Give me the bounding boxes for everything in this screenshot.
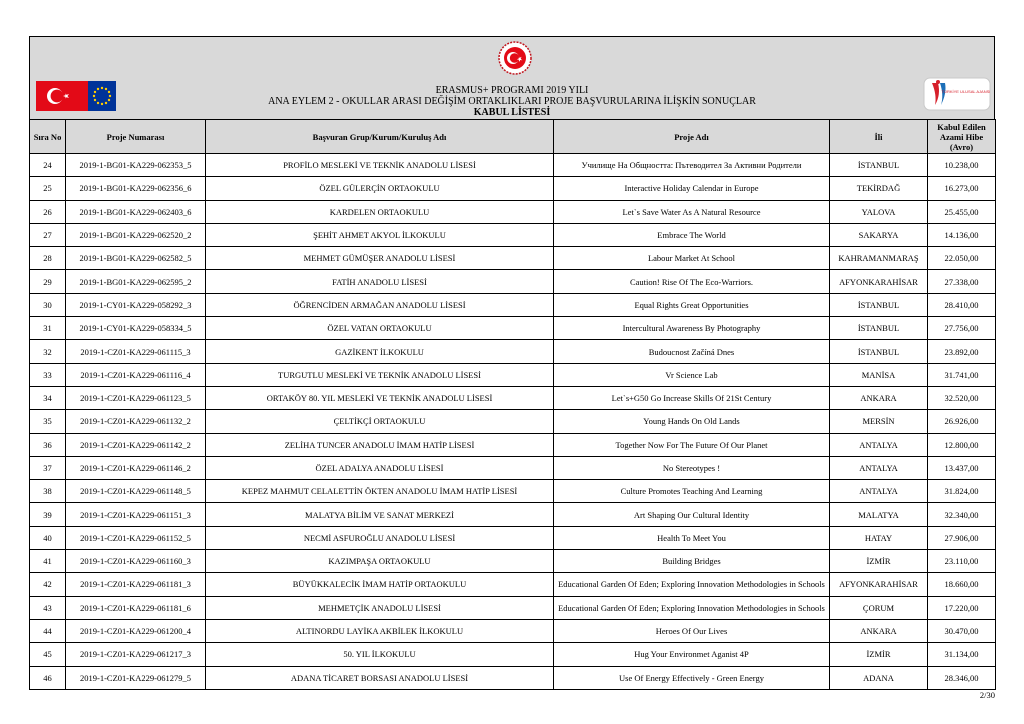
cell-province: AFYONKARAHİSAR (830, 270, 928, 293)
cell-project-number: 2019-1-CZ01-KA229-061181_3 (66, 573, 206, 596)
cell-project-name: Училище На Общността: Пътеводител За Активни Родители (554, 154, 830, 177)
cell-project-name: Vr Science Lab (554, 363, 830, 386)
header-subtitle: ANA EYLEM 2 - OKULLAR ARASI DEĞİŞİM ORTAKLIKLARI PROJE BAŞVURULARINA İLİŞKİN SONUÇLAR (268, 96, 756, 107)
table-row (30, 223, 996, 246)
cell-province: SAKARYA (830, 223, 928, 246)
col-header-grant (928, 120, 996, 154)
cell-applicant: TURGUTLU MESLEKİ VE TEKNİK ANADOLU LİSESİ (206, 363, 554, 386)
cell-no: 27 (30, 223, 66, 246)
cell-grant: 32.340,00 (928, 503, 996, 526)
cell-grant: 27.906,00 (928, 526, 996, 549)
cell-project-number: 2019-1-CZ01-KA229-061160_3 (66, 550, 206, 573)
table-row (30, 596, 996, 619)
cell-project-name: Young Hands On Old Lands (554, 410, 830, 433)
table-row (30, 666, 996, 689)
cell-project-name: Together Now For The Future Of Our Planet (554, 433, 830, 456)
agency-logo-text: TÜRKİYE ULUSAL AJANSI (941, 89, 991, 94)
cell-project-name: Interactive Holiday Calendar in Europe (554, 177, 830, 200)
cell-project-number: 2019-1-CZ01-KA229-061116_4 (66, 363, 206, 386)
cell-grant: 30.470,00 (928, 619, 996, 642)
table-row (30, 573, 996, 596)
cell-project-name: Heroes Of Our Lives (554, 619, 830, 642)
cell-grant: 32.520,00 (928, 386, 996, 409)
cell-province: İZMİR (830, 643, 928, 666)
cell-province: ANKARA (830, 619, 928, 642)
cell-applicant: ADANA TİCARET BORSASI ANADOLU LİSESİ (206, 666, 554, 689)
table-row (30, 480, 996, 503)
cell-no: 33 (30, 363, 66, 386)
cell-applicant: ŞEHİT AHMET AKYOL İLKOKULU (206, 223, 554, 246)
cell-project-name: Building Bridges (554, 550, 830, 573)
cell-province: YALOVA (830, 200, 928, 223)
cell-province: İSTANBUL (830, 317, 928, 340)
col-header-province: İli (830, 120, 928, 154)
table-row (30, 643, 996, 666)
col-header-applicant: Başvuran Grup/Kurum/Kuruluş Adı (206, 120, 554, 154)
table-row (30, 550, 996, 573)
cell-project-name: Art Shaping Our Cultural Identity (554, 503, 830, 526)
cell-no: 46 (30, 666, 66, 689)
cell-project-number: 2019-1-CZ01-KA229-061132_2 (66, 410, 206, 433)
cell-grant: 22.050,00 (928, 247, 996, 270)
table-row (30, 456, 996, 479)
cell-province: MANİSA (830, 363, 928, 386)
cell-no: 32 (30, 340, 66, 363)
cell-no: 30 (30, 293, 66, 316)
cell-project-name: Intercultural Awareness By Photography (554, 317, 830, 340)
cell-applicant: ÖZEL ADALYA ANADOLU LİSESİ (206, 456, 554, 479)
cell-grant: 16.273,00 (928, 177, 996, 200)
cell-no: 29 (30, 270, 66, 293)
cell-no: 34 (30, 386, 66, 409)
cell-applicant: ÇELTİKÇİ ORTAOKULU (206, 410, 554, 433)
table-row (30, 154, 996, 177)
table-row (30, 317, 996, 340)
cell-province: ANKARA (830, 386, 928, 409)
cell-applicant: GAZİKENT İLKOKULU (206, 340, 554, 363)
table-row (30, 386, 996, 409)
cell-province: ANTALYA (830, 433, 928, 456)
cell-project-name: Let`s+G50 Go Increase Skills Of 21St Century (554, 386, 830, 409)
cell-project-number: 2019-1-CZ01-KA229-061200_4 (66, 619, 206, 642)
cell-applicant: NECMİ ASFUROĞLU ANADOLU LİSESİ (206, 526, 554, 549)
cell-project-number: 2019-1-CZ01-KA229-061181_6 (66, 596, 206, 619)
cell-project-name: Caution! Rise Of The Eco-Warriors. (554, 270, 830, 293)
cell-project-number: 2019-1-CZ01-KA229-061115_3 (66, 340, 206, 363)
cell-grant: 25.455,00 (928, 200, 996, 223)
ministry-emblem-icon (498, 41, 532, 75)
cell-project-name: Educational Garden Of Eden; Exploring Innovation Methodologies in Schools (554, 573, 830, 596)
cell-project-number: 2019-1-CZ01-KA229-061217_3 (66, 643, 206, 666)
cell-project-number: 2019-1-CZ01-KA229-061151_3 (66, 503, 206, 526)
table-body (30, 154, 996, 690)
table-row (30, 410, 996, 433)
cell-project-number: 2019-1-CZ01-KA229-061148_5 (66, 480, 206, 503)
cell-grant: 31.741,00 (928, 363, 996, 386)
col-header-grant-l3: (Avro) (949, 141, 974, 152)
cell-province: TEKİRDAĞ (830, 177, 928, 200)
cell-no: 44 (30, 619, 66, 642)
header-list-title: KABUL LİSTESİ (473, 107, 551, 118)
cell-applicant: MEHMET GÜMÜŞER ANADOLU LİSESİ (206, 247, 554, 270)
cell-project-name: Health To Meet You (554, 526, 830, 549)
cell-province: İSTANBUL (830, 340, 928, 363)
cell-applicant: BÜYÜKKALECİK İMAM HATİP ORTAOKULU (206, 573, 554, 596)
cell-province: İSTANBUL (830, 293, 928, 316)
cell-applicant: ALTINORDU LAYİKA AKBİLEK İLKOKULU (206, 619, 554, 642)
cell-applicant: MEHMETÇİK ANADOLU LİSESİ (206, 596, 554, 619)
document-header (29, 36, 995, 119)
cell-applicant: KAZIMPAŞA ORTAOKULU (206, 550, 554, 573)
cell-province: MALATYA (830, 503, 928, 526)
document-page (29, 36, 995, 690)
cell-grant: 23.110,00 (928, 550, 996, 573)
table-row (30, 270, 996, 293)
cell-project-name: Hug Your Environmet Aganist 4P (554, 643, 830, 666)
table-row (30, 619, 996, 642)
cell-province: MERSİN (830, 410, 928, 433)
cell-applicant: MALATYA BİLİM VE SANAT MERKEZİ (206, 503, 554, 526)
cell-grant: 12.800,00 (928, 433, 996, 456)
table-row (30, 503, 996, 526)
cell-project-name: No Stereotypes ! (554, 456, 830, 479)
cell-no: 42 (30, 573, 66, 596)
cell-project-number: 2019-1-BG01-KA229-062356_6 (66, 177, 206, 200)
cell-project-number: 2019-1-BG01-KA229-062582_5 (66, 247, 206, 270)
cell-project-number: 2019-1-CY01-KA229-058334_5 (66, 317, 206, 340)
cell-applicant: ORTAKÖY 80. YIL MESLEKİ VE TEKNİK ANADOLU LİSESİ (206, 386, 554, 409)
cell-applicant: KEPEZ MAHMUT CELALETTİN ÖKTEN ANADOLU İMAM HATİP LİSESİ (206, 480, 554, 503)
cell-province: İSTANBUL (830, 154, 928, 177)
cell-project-number: 2019-1-CZ01-KA229-061142_2 (66, 433, 206, 456)
cell-no: 35 (30, 410, 66, 433)
cell-applicant: KARDELEN ORTAOKULU (206, 200, 554, 223)
cell-project-number: 2019-1-CY01-KA229-058292_3 (66, 293, 206, 316)
col-header-no: Sıra No (30, 120, 66, 154)
col-header-project-name: Proje Adı (554, 120, 830, 154)
table-row (30, 247, 996, 270)
results-table (29, 119, 996, 690)
cell-no: 38 (30, 480, 66, 503)
cell-applicant: ÖZEL VATAN ORTAOKULU (206, 317, 554, 340)
cell-project-number: 2019-1-BG01-KA229-062403_6 (66, 200, 206, 223)
cell-no: 43 (30, 596, 66, 619)
cell-grant: 14.136,00 (928, 223, 996, 246)
cell-applicant: 50. YIL İLKOKULU (206, 643, 554, 666)
cell-project-name: Educational Garden Of Eden; Exploring Innovation Methodologies in Schools (554, 596, 830, 619)
cell-grant: 10.238,00 (928, 154, 996, 177)
cell-project-number: 2019-1-CZ01-KA229-061279_5 (66, 666, 206, 689)
cell-project-name: Budoucnost Začíná Dnes (554, 340, 830, 363)
cell-grant: 28.410,00 (928, 293, 996, 316)
cell-project-name: Use Of Energy Effectively - Green Energy (554, 666, 830, 689)
cell-grant: 26.926,00 (928, 410, 996, 433)
cell-no: 37 (30, 456, 66, 479)
cell-province: ADANA (830, 666, 928, 689)
cell-grant: 17.220,00 (928, 596, 996, 619)
cell-applicant: FATİH ANADOLU LİSESİ (206, 270, 554, 293)
cell-province: İZMİR (830, 550, 928, 573)
cell-no: 39 (30, 503, 66, 526)
cell-grant: 27.338,00 (928, 270, 996, 293)
table-header-row (30, 120, 996, 154)
cell-project-name: Equal Rights Great Opportunities (554, 293, 830, 316)
cell-project-name: Culture Promotes Teaching And Learning (554, 480, 830, 503)
cell-grant: 18.660,00 (928, 573, 996, 596)
cell-province: ÇORUM (830, 596, 928, 619)
cell-province: ANTALYA (830, 456, 928, 479)
cell-applicant: PROFİLO MESLEKİ VE TEKNİK ANADOLU LİSESİ (206, 154, 554, 177)
cell-province: AFYONKARAHİSAR (830, 573, 928, 596)
cell-grant: 31.824,00 (928, 480, 996, 503)
cell-project-number: 2019-1-CZ01-KA229-061123_5 (66, 386, 206, 409)
cell-province: KAHRAMANMARAŞ (830, 247, 928, 270)
cell-no: 24 (30, 154, 66, 177)
cell-project-number: 2019-1-CZ01-KA229-061146_2 (66, 456, 206, 479)
cell-project-name: Labour Market At School (554, 247, 830, 270)
cell-province: HATAY (830, 526, 928, 549)
cell-grant: 28.346,00 (928, 666, 996, 689)
cell-applicant: ÖZEL GÜLERÇİN ORTAOKULU (206, 177, 554, 200)
col-header-grant-l1: Kabul Edilen (937, 121, 986, 132)
page-number: 2/30 (979, 690, 995, 700)
cell-project-name: Embrace The World (554, 223, 830, 246)
col-header-grant-l2: Azami Hibe (939, 131, 984, 142)
cell-grant: 27.756,00 (928, 317, 996, 340)
cell-no: 41 (30, 550, 66, 573)
cell-no: 31 (30, 317, 66, 340)
cell-applicant: ZELİHA TUNCER ANADOLU İMAM HATİP LİSESİ (206, 433, 554, 456)
cell-project-number: 2019-1-BG01-KA229-062353_5 (66, 154, 206, 177)
cell-grant: 23.892,00 (928, 340, 996, 363)
cell-project-number: 2019-1-CZ01-KA229-061152_5 (66, 526, 206, 549)
cell-project-number: 2019-1-BG01-KA229-062520_2 (66, 223, 206, 246)
cell-project-number: 2019-1-BG01-KA229-062595_2 (66, 270, 206, 293)
cell-project-name: Let`s Save Water As A Natural Resource (554, 200, 830, 223)
cell-no: 45 (30, 643, 66, 666)
col-header-project-number: Proje Numarası (66, 120, 206, 154)
header-program-title: ERASMUS+ PROGRAMI 2019 YILI (435, 85, 589, 96)
table-row (30, 177, 996, 200)
table-row (30, 200, 996, 223)
cell-no: 25 (30, 177, 66, 200)
cell-no: 26 (30, 200, 66, 223)
cell-no: 40 (30, 526, 66, 549)
table-row (30, 363, 996, 386)
cell-no: 36 (30, 433, 66, 456)
cell-applicant: ÖĞRENCİDEN ARMAĞAN ANADOLU LİSESİ (206, 293, 554, 316)
cell-no: 28 (30, 247, 66, 270)
cell-grant: 13.437,00 (928, 456, 996, 479)
table-row (30, 433, 996, 456)
cell-province: ANTALYA (830, 480, 928, 503)
table-row (30, 293, 996, 316)
table-row (30, 340, 996, 363)
table-row (30, 526, 996, 549)
cell-grant: 31.134,00 (928, 643, 996, 666)
